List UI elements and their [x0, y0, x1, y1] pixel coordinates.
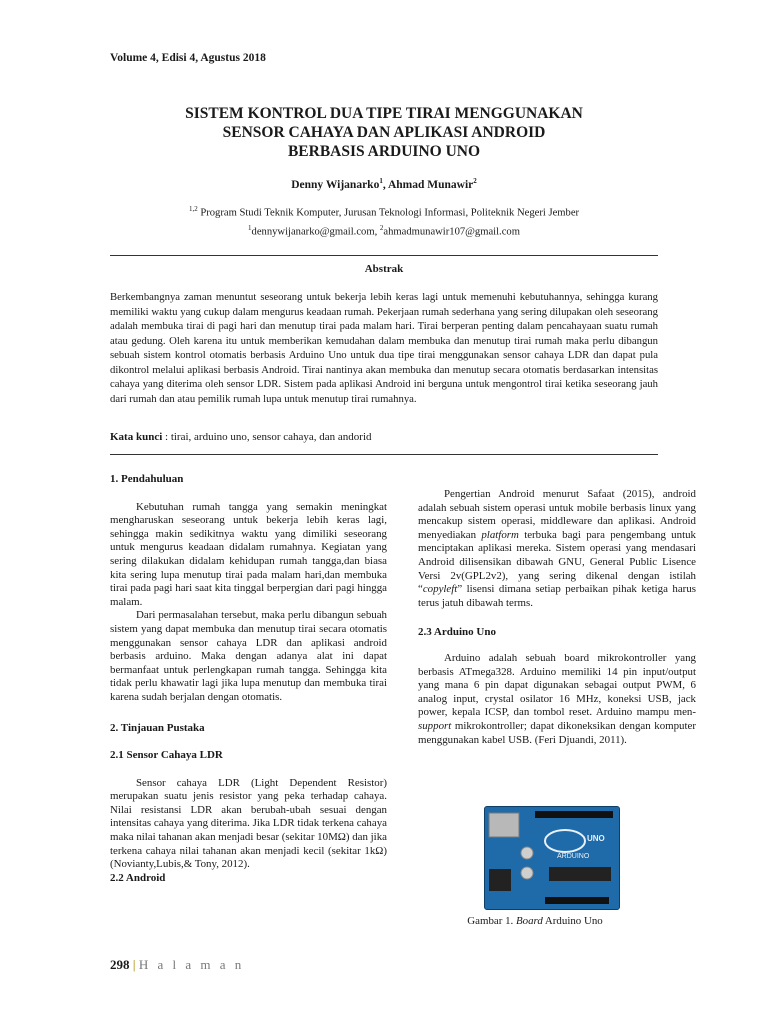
usb-port-icon: [489, 813, 519, 837]
arduino-text-a: Arduino adalah sebuah board mikrokontroller yang berbasis ATmega328. Arduino memiliki 14 pin input/output yang mana 6 pin dapat digunakan sebagai output PWM, 6 analog input, crystal osilator 16 MHz, koneksi USB, jack power, kepala ICSP, dan tombol reset. Arduino mampu men-: [418, 651, 696, 719]
platform-italic: platform: [481, 528, 519, 541]
section-1-heading: 1. Pendahuluan: [110, 473, 184, 485]
keywords-text: : tirai, arduino uno, sensor cahaya, dan andorid: [162, 431, 372, 443]
email-1: dennywijanarko@gmail.com,: [251, 226, 380, 238]
affiliation-block: [110, 202, 658, 239]
email-1-sup: 1: [248, 223, 252, 232]
figure-caption: [410, 915, 660, 927]
digital-header-icon: [535, 811, 613, 818]
affiliation-text: Program Studi Teknik Komputer, Jurusan Teknologi Informasi, Politeknik Negeri Jember: [197, 207, 580, 219]
arduino-paragraph: [418, 652, 696, 747]
section-2-1-heading: 2.1 Sensor Cahaya LDR: [110, 749, 223, 762]
title-line-3: BERBASIS ARDUINO UNO: [287, 143, 481, 160]
journal-volume-header: Volume 4, Edisi 4, Agustus 2018: [110, 52, 266, 64]
intro-paragraph-2: Dari permasalahan tersebut, maka perlu dibangun sebuah sistem yang dapat membuka dan menutup tirai secara otomatis menggunakan sensor cahaya LDR dan aplikasi android berbasis arduino. Maka dengan adanya alat ini dapat bermanfaat untuk perlengkapan rumah tangga. Sehingga kita tidak perlu khawatir lagi jika lupa menutup dan membuka tirai karena sudah berjalan dengan otomatis.: [110, 609, 387, 703]
author-2: Ahmad Munawir: [387, 178, 474, 191]
title-line-2: SENSOR CAHAYA DAN APLIKASI ANDROID: [222, 124, 546, 141]
section-2-heading: 2. Tinjauan Pustaka: [110, 721, 205, 734]
android-paragraph: [418, 488, 696, 610]
page-footer: [110, 957, 244, 973]
author-separator: ,: [382, 178, 388, 191]
board-label-uno: UNO: [587, 834, 605, 843]
email-2-sup: 2: [379, 223, 384, 232]
caption-prefix: Gambar 1.: [467, 915, 516, 927]
analog-header-icon: [545, 897, 609, 904]
abstract-text: Berkembangnya zaman menuntut seseorang untuk bekerja lebih keras lagi untuk memenuhi kebutuhannya, sehingga kurang memiliki waktu yang cukup dalam mengurus keadaan rumah. Pekerjaan rumah sederhana yang sering dilupakan oleh seseorang adalah membuka tirai di pagi hari dan menutup tirai pada malam hari. Tirai berperan penting dalam pencahayaan suatu rumah atau gedung. Oleh karena itu untuk memberikan kemudahan dalam membuka dan menutup tirai rumah maka perlu dibangun sebuah sistem kontrol otomatis berbasis Arduino Uno untuk dua tipe tirai menggunakan sensor cahaya LDR dan dapat pula dikontrol melalui aplikasi berbasis Android. Tirai nantinya akan membuka dan menutup secara otomatis berdasarkan intensitas cahaya yang diterima oleh sensor LDR. Sistem pada aplikasi Android ini berguna untuk mengontrol tirai ketika seseorang jauh dari rumah dan atau pemilik rumah lupa untuk menutup tirai rumahnya.: [110, 291, 658, 405]
android-text-b: terbuka bagi para pengembang untuk menciptakan aplikasi mereka. Sistem operasi yang mendasari Android dilisensikan dibawah GNU, General Public Lisence Versi 2v(GPL2v2), yang sering dikenal dengan istilah “: [418, 528, 696, 596]
atmega-chip-icon: [549, 867, 611, 881]
capacitor-icon: [521, 847, 533, 859]
footer-label: H a l a m a n: [138, 957, 245, 972]
author-1: Denny Wijanarko: [291, 178, 380, 191]
caption-rest: Arduino Uno: [542, 915, 603, 927]
arduino-board-illustration: [485, 807, 619, 909]
power-jack-icon: [489, 869, 511, 891]
section-2-3-heading: 2.3 Arduino Uno: [418, 626, 496, 639]
ldr-paragraph: Sensor cahaya LDR (Light Dependent Resistor) merupakan suatu jenis resistor yang peka terhadap cahaya. Nilai resistansi LDR akan berubah-ubah sesuai dengan intensitas cahaya yang diterima. Jika LDR tidak terkena cahaya maka nilai tahanan akan menjadi besar (sekitar 10MΩ) dan jika terkena cahaya nilai tahanan akan menjadi kecil (sekitar 1kΩ) (Novianty,Lubis,& Tony, 2012).: [110, 776, 387, 871]
divider-top: [110, 255, 658, 256]
android-text-a: Pengertian Android menurut Safaat (2015), android adalah sebuah sistem operasi untuk mobile berbasis linux yang mencakup sistem operasi, middleware dan aplikasi. Android menyediakan: [418, 488, 696, 541]
intro-paragraph-1: Kebutuhan rumah tangga yang semakin meningkat mengharuskan seseorang untuk bekerja lebih keras lagi, sehingga makin sedikitnya waktu yang dimiliki seseorang untuk mengurus keadaan didalam rumahnya. Kegiatan yang sering dilakukan didalam kehidupan rumah tangga,dan biasa kita sering lupa menutup tirai pada malam hari,dan membuka tirai pada pagi hari saat kita tinggal berpergian dari pagi hingga malam.: [110, 500, 387, 608]
section-2-2-heading: 2.2 Android: [110, 871, 166, 884]
android-text-c: ” lisensi dimana setiap perbaikan pihak ketiga harus terus jatuh dibawah terms.: [418, 583, 696, 609]
divider-bottom: [110, 454, 658, 455]
author-list: [110, 177, 658, 191]
abstract-heading: Abstrak: [364, 263, 404, 275]
capacitor-icon: [521, 867, 533, 879]
arduino-text-b: mikrokontroller; dapat dikoneksikan dengan komputer menggunakan kabel USB. (Feri Djuandi, 2011).: [418, 719, 696, 746]
copyleft-italic: copyleft: [422, 583, 458, 596]
author-1-sup: 1: [379, 177, 383, 185]
arduino-uno-photo: [484, 806, 620, 910]
caption-italic: Board: [515, 915, 543, 927]
board-label-arduino: ARDUINO: [557, 853, 590, 860]
right-column: [418, 488, 696, 747]
author-2-sup: 2: [473, 177, 477, 185]
support-italic: support: [418, 719, 452, 732]
affil-sup: 1,2: [188, 205, 198, 213]
page-number: 298: [110, 957, 130, 972]
left-column: [110, 473, 387, 885]
title-line-1: SISTEM KONTROL DUA TIPE TIRAI MENGGUNAKAN: [185, 105, 583, 122]
footer-separator: |: [129, 957, 139, 972]
keywords-label: Kata kunci: [110, 431, 163, 443]
paper-title: [110, 104, 658, 161]
keywords: [110, 431, 658, 443]
email-2: ahmadmunawir107@gmail.com: [383, 226, 520, 238]
